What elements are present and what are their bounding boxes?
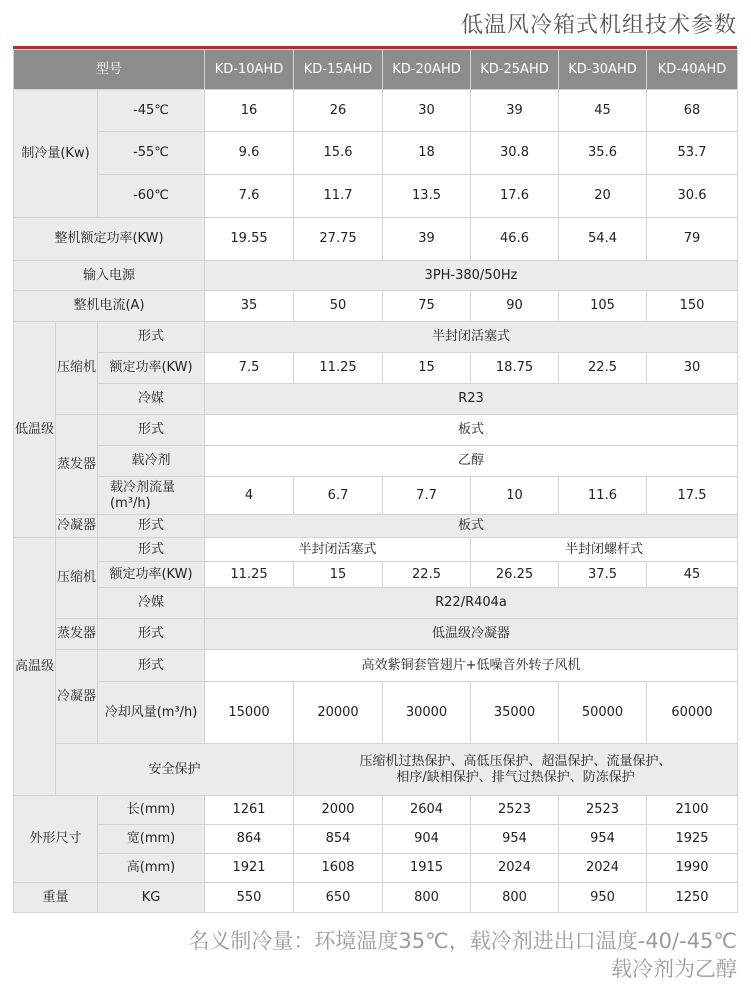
table-row (14, 744, 738, 796)
table-row (14, 825, 738, 854)
row-label: 形式 (98, 538, 205, 562)
model-cell: KD-40AHD (647, 50, 738, 90)
weight-label: 重量 (14, 883, 98, 913)
row-label: 整机额定功率(KW) (14, 218, 205, 261)
value-cell: 18 (383, 132, 471, 175)
model-label: 型号 (14, 50, 205, 90)
value-cell: 26 (294, 90, 383, 132)
value-cell: 1915 (383, 854, 471, 883)
value-cell: R23 (205, 384, 738, 415)
table-row (14, 446, 738, 477)
value-cell: 7.5 (205, 353, 294, 384)
table-row (14, 353, 738, 384)
value-cell: 954 (471, 825, 559, 854)
value-cell: 45 (647, 562, 738, 588)
value-cell: 37.5 (559, 562, 647, 588)
value-cell: 2523 (559, 796, 647, 825)
table-row (14, 588, 738, 619)
table-row (14, 796, 738, 825)
value-cell: 27.75 (294, 218, 383, 261)
table-row (14, 322, 738, 353)
page-title: 低温风冷箱式机组技术参数 (460, 13, 737, 38)
row-label: 形式 (98, 515, 205, 538)
value-cell: 30.8 (471, 132, 559, 175)
value-cell: 950 (559, 883, 647, 913)
row-label: 额定功率(KW) (98, 562, 205, 588)
value-cell: 35.6 (559, 132, 647, 175)
value-cell: 954 (559, 825, 647, 854)
value-cell: 90 (471, 291, 559, 322)
value-cell: 7.6 (205, 175, 294, 218)
value-cell: 22.5 (559, 353, 647, 384)
table-row (14, 218, 738, 261)
value-cell: 30000 (383, 682, 471, 744)
spec-table (13, 49, 738, 913)
value-cell: 20 (559, 175, 647, 218)
row-label (98, 477, 205, 515)
value-cell: 19.55 (205, 218, 294, 261)
row-label: 形式 (98, 322, 205, 353)
value-cell: 2523 (471, 796, 559, 825)
value-cell: 1921 (205, 854, 294, 883)
table-row (14, 650, 738, 682)
value-cell: 904 (383, 825, 471, 854)
value-cell: 550 (205, 883, 294, 913)
table-row (14, 854, 738, 883)
model-cell: KD-20AHD (383, 50, 471, 90)
group-label: 蒸发器 (56, 619, 98, 650)
value-cell: 39 (471, 90, 559, 132)
value-cell: 11.25 (294, 353, 383, 384)
stage-label: 低温级 (14, 322, 56, 538)
stage-label: 高温级 (14, 538, 56, 796)
table-row (14, 562, 738, 588)
value-cell: 13.5 (383, 175, 471, 218)
value-cell: 11.6 (559, 477, 647, 515)
value-cell: 45 (559, 90, 647, 132)
safety-line-2: 相序/缺相保护、排气过热保护、防冻保护 (396, 769, 635, 785)
row-label: 整机电流(A) (14, 291, 205, 322)
value-cell: 11.25 (205, 562, 294, 588)
row-label: 高(mm) (98, 854, 205, 883)
value-cell: 60000 (647, 682, 738, 744)
table-row (14, 477, 738, 515)
value-cell: 6.7 (294, 477, 383, 515)
value-cell: 50 (294, 291, 383, 322)
model-cell: KD-10AHD (205, 50, 294, 90)
value-cell: 46.6 (471, 218, 559, 261)
value-cell: 16 (205, 90, 294, 132)
value-cell: 50000 (559, 682, 647, 744)
flow-label: 载冷剂流量 (110, 479, 176, 495)
value-cell: 68 (647, 90, 738, 132)
value-cell: 2000 (294, 796, 383, 825)
value-cell: 17.5 (647, 477, 738, 515)
table-row (14, 515, 738, 538)
value-cell: 39 (383, 218, 471, 261)
value-cell: R22/R404a (205, 588, 738, 619)
group-label: 压缩机 (56, 322, 98, 415)
value-cell: 35 (205, 291, 294, 322)
value-cell: 15 (383, 353, 471, 384)
value-cell: 1261 (205, 796, 294, 825)
value-cell: 800 (383, 883, 471, 913)
row-label: 形式 (98, 415, 205, 446)
table-row (14, 384, 738, 415)
value-cell: 11.7 (294, 175, 383, 218)
row-label: 形式 (98, 650, 205, 682)
table-row (14, 415, 738, 446)
row-label: 形式 (98, 619, 205, 650)
group-label: 压缩机 (56, 538, 98, 619)
value-cell: 30.6 (647, 175, 738, 218)
value-cell: 15 (294, 562, 383, 588)
value-cell: 15.6 (294, 132, 383, 175)
value-cell: 半封闭螺杆式 (471, 538, 738, 562)
model-cell: KD-25AHD (471, 50, 559, 90)
value-cell: 板式 (205, 415, 738, 446)
value-cell: 18.75 (471, 353, 559, 384)
value-cell: 30 (647, 353, 738, 384)
value-cell: 9.6 (205, 132, 294, 175)
value-cell: 1250 (647, 883, 738, 913)
row-label: 长(mm) (98, 796, 205, 825)
value-cell: 7.7 (383, 477, 471, 515)
dims-label: 外形尺寸 (14, 796, 98, 883)
group-label: 冷凝器 (56, 515, 98, 538)
value-cell: 4 (205, 477, 294, 515)
table-row (14, 619, 738, 650)
value-cell: 1990 (647, 854, 738, 883)
value-cell: 2604 (383, 796, 471, 825)
value-cell: 35000 (471, 682, 559, 744)
row-label: -60℃ (98, 175, 205, 218)
header-row (14, 50, 738, 90)
row-label: 宽(mm) (98, 825, 205, 854)
value-cell: 20000 (294, 682, 383, 744)
row-label: 冷却风量(m³/h) (98, 682, 205, 744)
table-row (14, 175, 738, 218)
row-label: -45℃ (98, 90, 205, 132)
value-cell: 53.7 (647, 132, 738, 175)
model-cell: KD-15AHD (294, 50, 383, 90)
safety-value (294, 744, 738, 796)
cooling-label: 制冷量(Kw) (14, 90, 98, 218)
row-label: 载冷剂 (98, 446, 205, 477)
value-cell: 半封闭活塞式 (205, 322, 738, 353)
value-cell: 79 (647, 218, 738, 261)
flow-unit: (m³/h) (110, 495, 151, 511)
table-row (14, 538, 738, 562)
footnote-line-2: 载冷剂为乙醇 (611, 957, 737, 981)
value-cell: 150 (647, 291, 738, 322)
value-cell: 3PH-380/50Hz (205, 261, 738, 291)
value-cell: 1608 (294, 854, 383, 883)
value-cell: 板式 (205, 515, 738, 538)
model-cell: KD-30AHD (559, 50, 647, 90)
group-label: 冷凝器 (56, 650, 98, 744)
value-cell: 10 (471, 477, 559, 515)
value-cell: 15000 (205, 682, 294, 744)
table-row (14, 90, 738, 132)
value-cell: 864 (205, 825, 294, 854)
value-cell: 75 (383, 291, 471, 322)
value-cell: 26.25 (471, 562, 559, 588)
row-label: KG (98, 883, 205, 913)
value-cell: 17.6 (471, 175, 559, 218)
value-cell: 乙醇 (205, 446, 738, 477)
value-cell: 低温级冷凝器 (205, 619, 738, 650)
value-cell: 30 (383, 90, 471, 132)
row-label: 额定功率(KW) (98, 353, 205, 384)
value-cell: 2024 (471, 854, 559, 883)
table-row (14, 261, 738, 291)
value-cell: 650 (294, 883, 383, 913)
row-label: 安全保护 (56, 744, 294, 796)
row-label: 输入电源 (14, 261, 205, 291)
table-row (14, 883, 738, 913)
value-cell: 854 (294, 825, 383, 854)
footnote-line-1: 名义制冷量：环境温度35℃，载冷剂进出口温度-40/-45℃ (188, 929, 737, 953)
row-label: 冷媒 (98, 588, 205, 619)
value-cell: 1925 (647, 825, 738, 854)
value-cell: 105 (559, 291, 647, 322)
value-cell: 2100 (647, 796, 738, 825)
safety-line-1: 压缩机过热保护、高低压保护、超温保护、流量保护、 (359, 753, 672, 769)
table-row (14, 682, 738, 744)
row-label: -55℃ (98, 132, 205, 175)
table-row (14, 291, 738, 322)
value-cell: 2024 (559, 854, 647, 883)
value-cell: 半封闭活塞式 (205, 538, 471, 562)
value-cell: 高效紫铜套管翅片+低噪音外转子风机 (205, 650, 738, 682)
value-cell: 22.5 (383, 562, 471, 588)
value-cell: 54.4 (559, 218, 647, 261)
table-row (14, 132, 738, 175)
row-label: 冷媒 (98, 384, 205, 415)
group-label: 蒸发器 (56, 415, 98, 515)
value-cell: 800 (471, 883, 559, 913)
